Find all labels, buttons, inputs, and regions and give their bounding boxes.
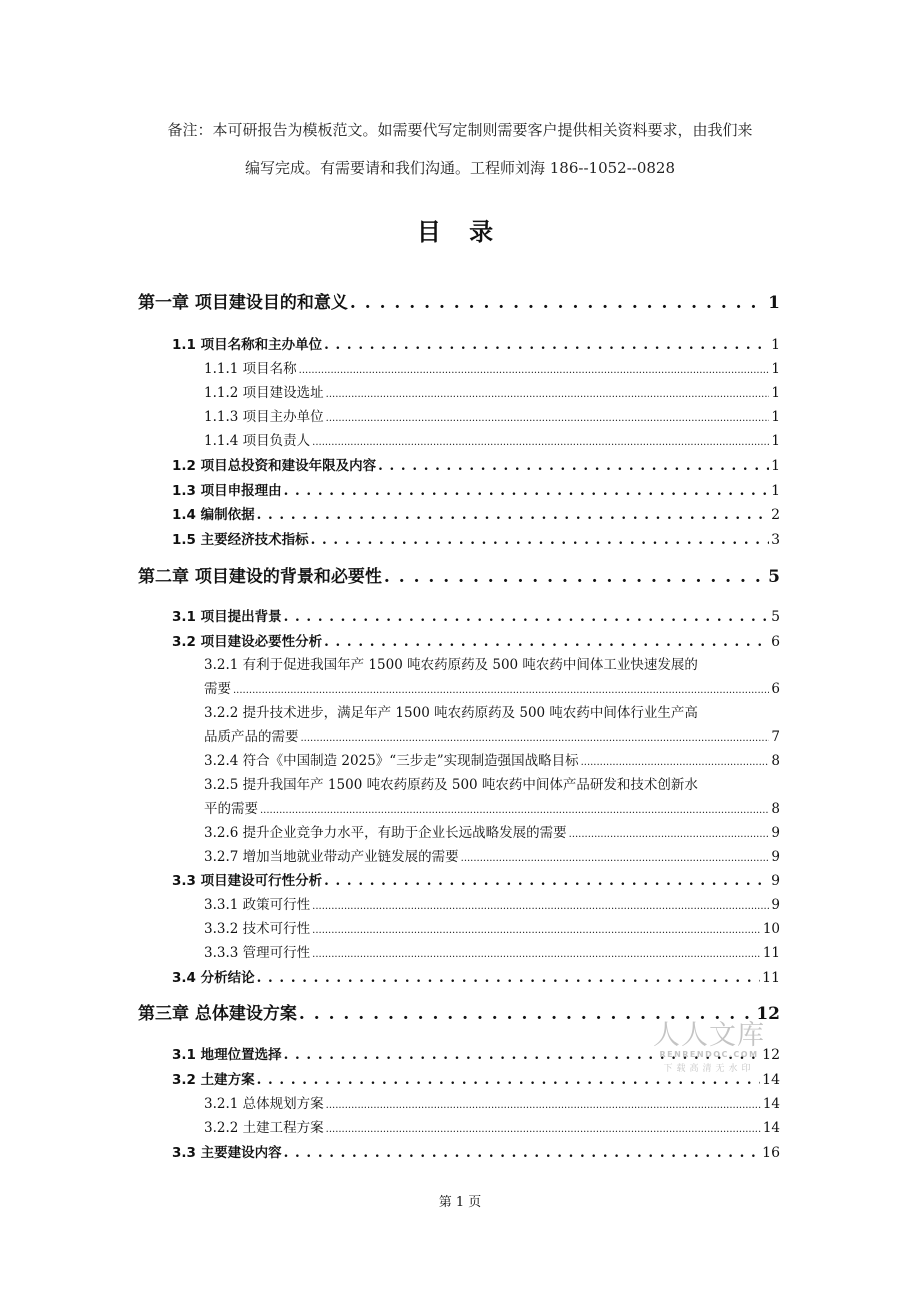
toc-entry-label: 3.1 地理位置选择 (172, 1047, 282, 1063)
toc-entry-page: 5 (768, 567, 780, 587)
toc-entry-label: 1.1.4 项目负责人 (204, 433, 311, 449)
toc-entry-label: 1.4 编制依据 (172, 507, 255, 523)
toc-entry-page: 11 (762, 945, 780, 961)
leader-dots (324, 873, 769, 889)
toc-entry-label: 第一章 项目建设目的和意义 (138, 293, 348, 313)
toc-entry-label: 品质产品的需要 (204, 729, 299, 745)
leader-dots (257, 507, 769, 523)
toc-entry-label: 3.2.7 增加当地就业带动产业链发展的需要 (204, 849, 459, 865)
toc-entry-page: 1 (771, 361, 780, 377)
toc-entry[interactable] (172, 528, 780, 548)
toc-entry-page: 10 (762, 921, 780, 937)
toc-entry-label: 3.2.2 土建工程方案 (204, 1120, 324, 1136)
toc-entry-page: 14 (762, 1072, 780, 1088)
toc-entry[interactable] (204, 845, 780, 865)
toc-entry-chapter-2[interactable] (138, 562, 780, 587)
leader-dots (312, 901, 769, 912)
leader-dots (260, 805, 769, 816)
toc-entry-label: 1.5 主要经济技术指标 (172, 532, 309, 548)
leader-dots (299, 365, 770, 376)
toc-entry[interactable] (204, 821, 780, 841)
toc-entry[interactable] (172, 454, 780, 474)
toc-entry-page: 6 (771, 634, 780, 650)
toc-entry[interactable] (204, 941, 780, 961)
remark-line-1: 备注：本可研报告为模板范文。如需要代写定制则需要客户提供相关资料要求，由我们来 (167, 121, 753, 139)
toc-entry[interactable] (172, 630, 780, 650)
watermark-title: 人人文库 (653, 1020, 765, 1051)
toc-entry-label: 3.2 项目建设必要性分析 (172, 634, 323, 650)
page-number: 第 1 页 (438, 1195, 482, 1210)
toc-entry-label: 3.2.4 符合《中国制造 2025》“三步走”实现制造强国战略目标 (204, 753, 579, 769)
toc-entry-page: 9 (771, 849, 780, 865)
remark-line-2: 编写完成。有需要请和我们沟通。工程师刘海 186--1052--0828 (244, 159, 676, 177)
toc-entry[interactable] (172, 503, 780, 523)
toc-entry[interactable] (204, 357, 780, 377)
toc-entry-page: 14 (762, 1120, 780, 1136)
leader-dots (326, 389, 770, 400)
leader-dots (384, 567, 766, 587)
toc-entry-page: 12 (756, 1004, 780, 1024)
toc-entry-page: 11 (762, 970, 780, 986)
toc-entry-label: 1.1.2 项目建设选址 (204, 385, 324, 401)
toc-entry-label: 3.2 土建方案 (172, 1072, 255, 1088)
toc-entry[interactable] (204, 405, 780, 425)
toc-entry-page: 9 (771, 873, 780, 889)
toc-entry-page: 1 (771, 385, 780, 401)
toc-entry-label: 平的需要 (204, 801, 258, 817)
toc-entry-label: 3.3.1 政策可行性 (204, 897, 311, 913)
toc-entry[interactable] (204, 893, 780, 913)
toc-entry-page: 7 (771, 729, 780, 745)
toc-entry-label: 3.1 项目提出背景 (172, 609, 282, 625)
toc-entry[interactable] (204, 1092, 780, 1112)
toc-entry-page: 5 (771, 609, 780, 625)
leader-dots (326, 413, 770, 424)
leader-dots (301, 733, 770, 744)
toc-entry[interactable] (204, 429, 780, 449)
toc-entry[interactable] (172, 966, 780, 986)
toc-entry-label: 3.4 分析结论 (172, 970, 255, 986)
toc-entry-label: 1.3 项目申报理由 (172, 483, 282, 499)
toc-entry-page: 1 (771, 409, 780, 425)
toc-entry-page: 14 (762, 1096, 780, 1112)
watermark-url: RENRENDOC.COM (659, 1050, 759, 1059)
toc-entry-page: 1 (771, 337, 780, 353)
toc-entry-line1[interactable]: 3.2.5 提升我国年产 1500 吨农药原药及 500 吨农药中间体产品研发和技术创新水 (204, 777, 698, 793)
leader-dots (312, 925, 761, 936)
toc-entry[interactable] (204, 677, 780, 697)
toc-entry[interactable] (204, 725, 780, 745)
toc-entry-page: 1 (771, 458, 780, 474)
toc-entry-page: 3 (771, 532, 780, 548)
leader-dots (233, 685, 769, 696)
toc-entry-page: 1 (771, 483, 780, 499)
toc-entry[interactable] (204, 1116, 780, 1136)
toc-entry-label: 3.3.2 技术可行性 (204, 921, 311, 937)
toc-entry-label: 1.1 项目名称和主办单位 (172, 337, 323, 353)
toc-entry-page: 12 (762, 1047, 780, 1063)
toc-entry[interactable] (172, 333, 780, 353)
toc-entry-page: 8 (771, 753, 780, 769)
toc-entry-page: 9 (771, 897, 780, 913)
toc-entry-label: 需要 (204, 681, 231, 697)
watermark-subtitle: 下载高清无水印 (663, 1064, 755, 1074)
toc-entry-label: 3.2.6 提升企业竞争力水平，有助于企业长远战略发展的需要 (204, 825, 567, 841)
leader-dots (257, 970, 761, 986)
toc-title: 目 录 (416, 217, 504, 246)
leader-dots (284, 483, 769, 499)
toc-entry[interactable] (204, 749, 780, 769)
toc-entry[interactable] (204, 797, 780, 817)
toc-entry-page: 16 (762, 1145, 780, 1161)
leader-dots (312, 437, 769, 448)
leader-dots (326, 1124, 761, 1135)
toc-entry-label: 3.3 项目建设可行性分析 (172, 873, 323, 889)
toc-entry-page: 1 (768, 293, 780, 313)
leader-dots (326, 1100, 761, 1111)
leader-dots (311, 532, 769, 548)
leader-dots (461, 853, 770, 864)
toc-entry-label: 第二章 项目建设的背景和必要性 (138, 567, 382, 587)
leader-dots (324, 634, 769, 650)
toc-entry-page: 2 (771, 507, 780, 523)
toc-entry-page: 6 (771, 681, 780, 697)
toc-entry-line1[interactable]: 3.2.1 有利于促进我国年产 1500 吨农药原药及 500 吨农药中间体工业快速发展的 (204, 657, 698, 673)
toc-entry-label: 3.3.3 管理可行性 (204, 945, 311, 961)
toc-entry-label: 1.1.1 项目名称 (204, 361, 297, 377)
leader-dots (257, 1072, 761, 1088)
toc-entry-label: 3.2.1 总体规划方案 (204, 1096, 324, 1112)
leader-dots (350, 293, 766, 313)
toc-entry-page: 1 (771, 433, 780, 449)
toc-entry[interactable] (172, 869, 780, 889)
leader-dots (284, 609, 769, 625)
toc-entry[interactable] (204, 917, 780, 937)
leader-dots (312, 949, 761, 960)
watermark-logo (648, 1013, 770, 1074)
leader-dots (324, 337, 769, 353)
leader-dots (581, 757, 770, 768)
toc-entry[interactable] (172, 479, 780, 499)
toc-entry-label: 1.1.3 项目主办单位 (204, 409, 324, 425)
toc-entry-line1[interactable]: 3.2.2 提升技术进步，满足年产 1500 吨农药原药及 500 吨农药中间体行业生产高 (204, 705, 698, 721)
toc-entry-chapter-1[interactable] (138, 288, 780, 313)
toc-entry[interactable] (204, 381, 780, 401)
toc-entry-label: 3.3 主要建设内容 (172, 1145, 282, 1161)
toc-entry[interactable] (172, 605, 780, 625)
toc-entry-label: 第三章 总体建设方案 (138, 1004, 297, 1024)
toc-entry[interactable] (172, 1141, 780, 1161)
leader-dots (284, 1145, 761, 1161)
toc-entry-page: 8 (771, 801, 780, 817)
toc-entry-page: 9 (771, 825, 780, 841)
leader-dots (569, 829, 770, 840)
toc-entry-label: 1.2 项目总投资和建设年限及内容 (172, 458, 377, 474)
leader-dots (378, 458, 769, 474)
